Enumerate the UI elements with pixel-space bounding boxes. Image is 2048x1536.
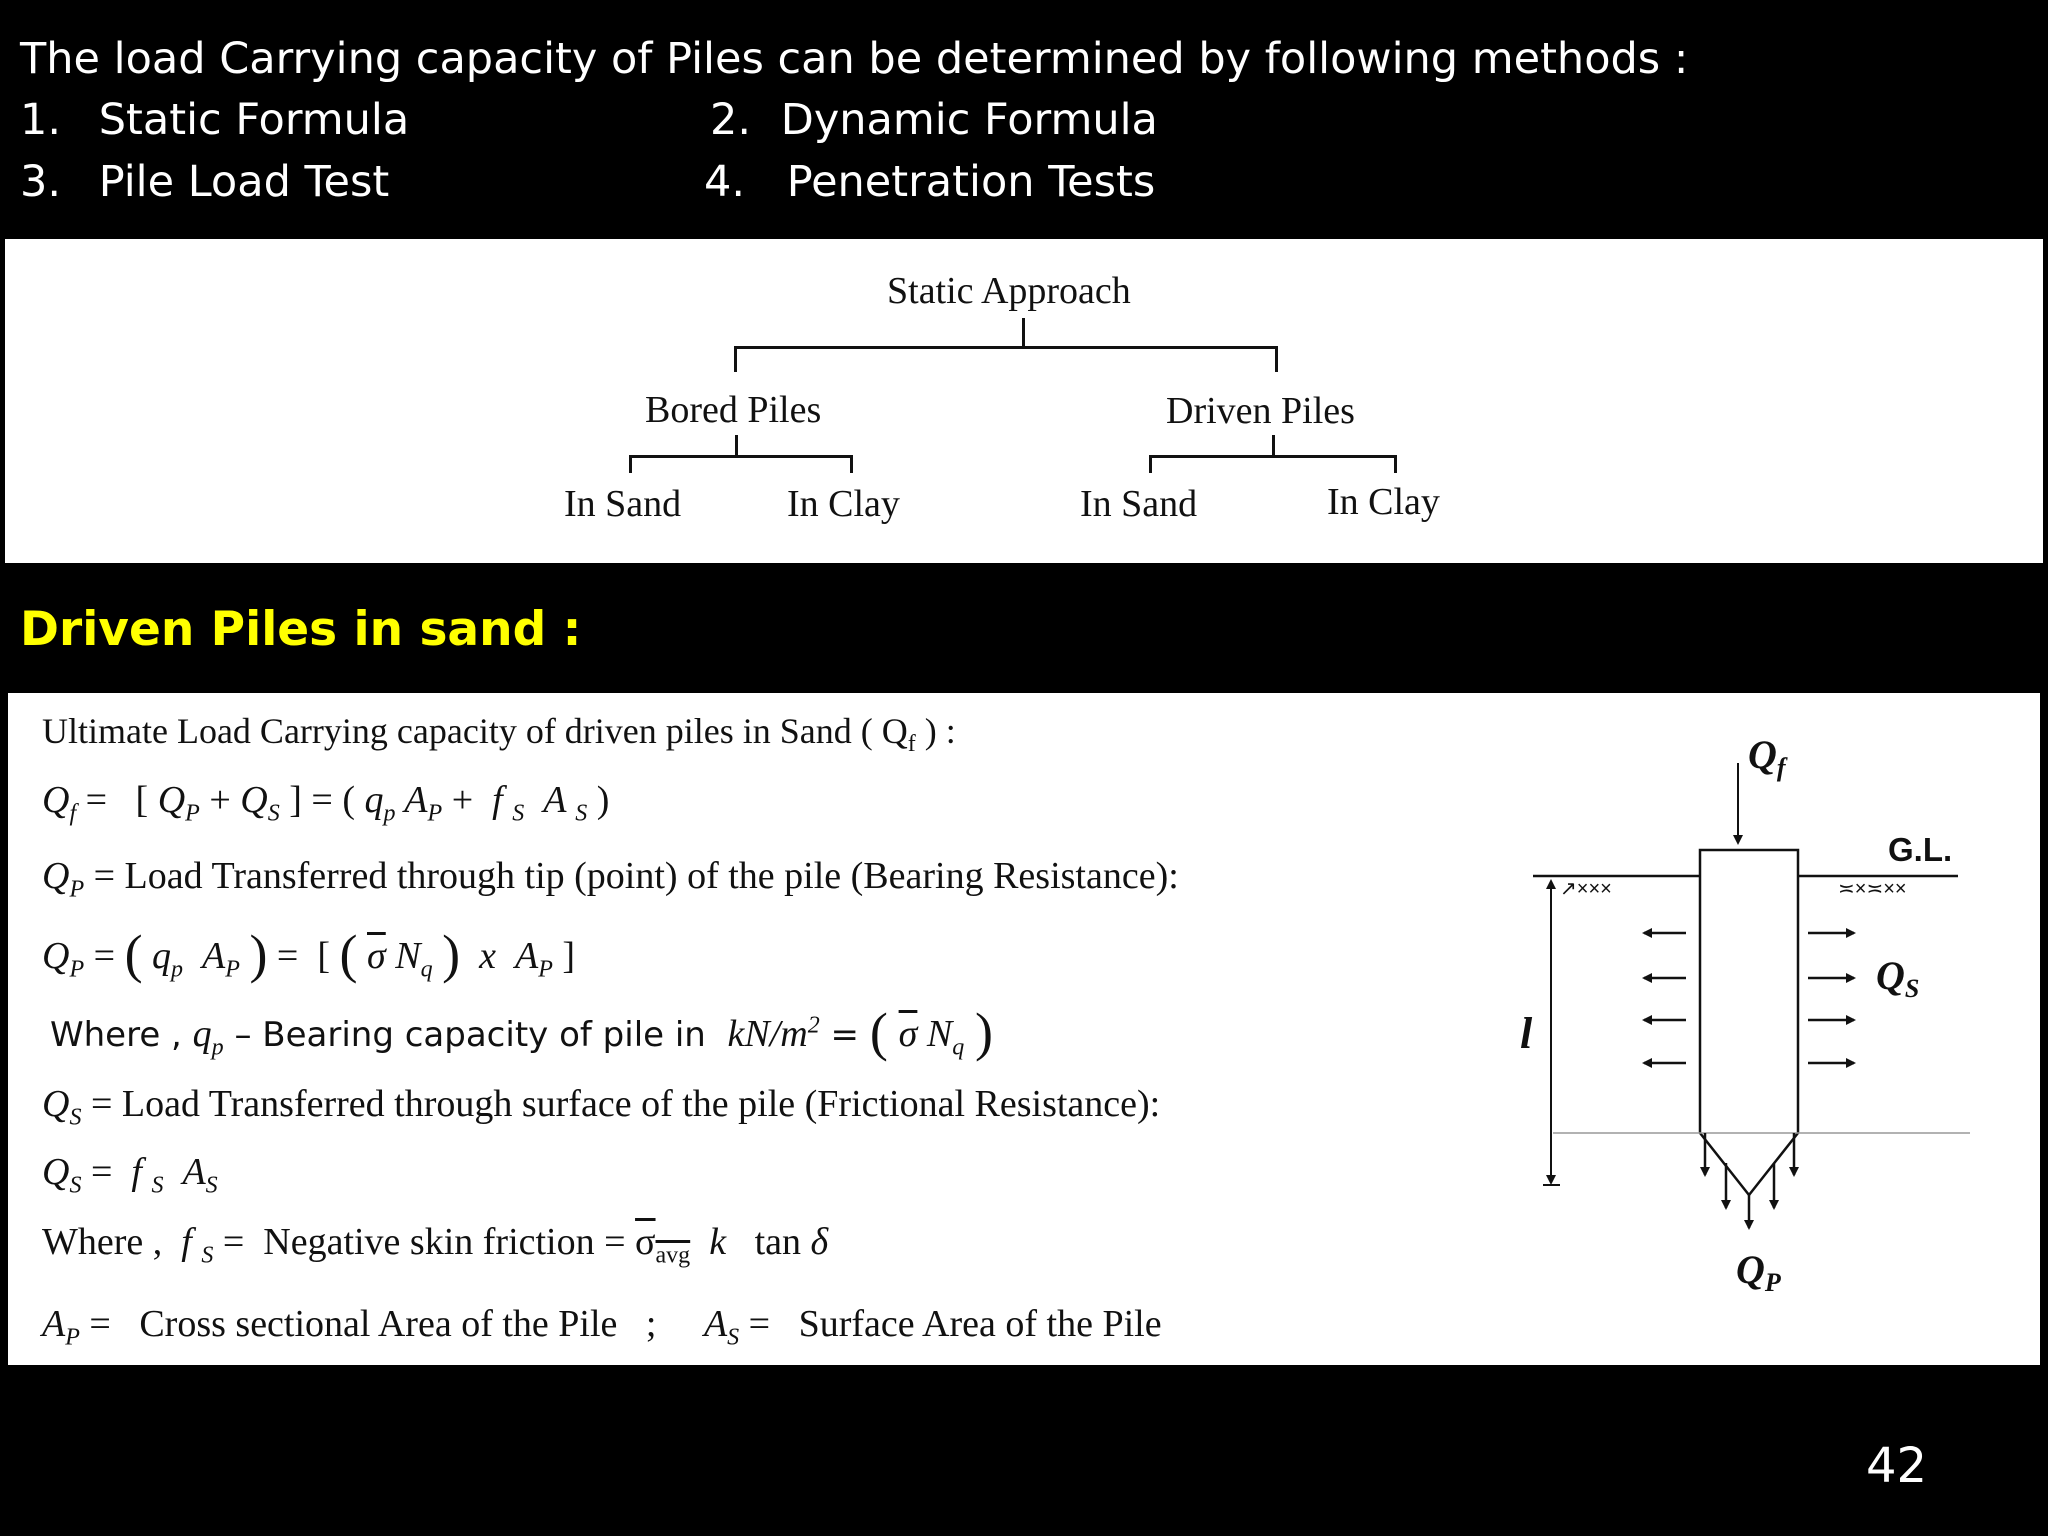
tree-driven-piles: Driven Piles bbox=[1166, 390, 1355, 432]
page-number: 42 bbox=[1866, 1438, 1928, 1494]
tree-driven-sand: In Sand bbox=[1080, 483, 1198, 525]
formula-panel bbox=[8, 693, 2040, 1365]
tree-connector bbox=[1149, 455, 1152, 473]
tree-connector bbox=[734, 346, 737, 372]
qs-equation: $Q_S = f$ $_S$ $A_S$ bbox=[42, 1151, 218, 1199]
method-num: 4. bbox=[704, 157, 746, 207]
method-num: 3. bbox=[20, 157, 62, 207]
qp-definition: $Q_P$ = Load Transferred through tip (point) of the pile (Bearing Resistance): bbox=[42, 855, 1179, 903]
tree-root: Static Approach bbox=[887, 270, 1131, 312]
method-1 bbox=[20, 95, 410, 145]
method-label: Dynamic Formula bbox=[780, 95, 1158, 145]
tree-bored-clay: In Clay bbox=[787, 483, 900, 525]
qs-label: $Q_S$ bbox=[1876, 953, 1920, 1003]
tree-connector bbox=[629, 455, 853, 458]
soil-hatch: ↗××× bbox=[1560, 878, 1612, 900]
tree-bored-sand: In Sand bbox=[564, 483, 682, 525]
length-label: l bbox=[1520, 1009, 1533, 1058]
method-3 bbox=[20, 157, 390, 207]
method-num: 2. bbox=[710, 95, 752, 145]
area-definitions: $A_P$ = Cross sectional Area of the Pile ; $A_S$ = Surface Area of the Pile bbox=[42, 1303, 1162, 1351]
tree-connector bbox=[1022, 318, 1025, 348]
method-num: 1. bbox=[20, 95, 62, 145]
gl-label: G.L. bbox=[1888, 831, 1953, 868]
method-2 bbox=[710, 95, 1158, 145]
tree-driven-clay: In Clay bbox=[1327, 481, 1440, 523]
ultimate-load-heading: Ultimate Load Carrying capacity of driven piles in Sand ( $Q_f$ ) : bbox=[42, 711, 956, 758]
method-label: Static Formula bbox=[98, 95, 410, 145]
tree-connector bbox=[1275, 346, 1278, 372]
static-approach-tree bbox=[5, 239, 2043, 563]
qf-label: $Q_f$ bbox=[1748, 732, 1786, 782]
tree-connector bbox=[629, 455, 632, 473]
intro-text: The load Carrying capacity of Piles can be determined by following methods : bbox=[20, 34, 1689, 84]
tree-connector bbox=[1394, 455, 1397, 473]
tree-connector bbox=[735, 435, 738, 457]
tree-connector bbox=[1272, 435, 1275, 457]
section-title: Driven Piles in sand : bbox=[20, 602, 582, 657]
soil-hatch: ≍×≍×× bbox=[1838, 878, 1907, 900]
method-label: Pile Load Test bbox=[98, 157, 390, 207]
where-fs: Where , f $_S$ = Negative skin friction = $\sigma_{avg}$ k tan δ bbox=[42, 1221, 829, 1269]
tree-connector bbox=[734, 346, 1278, 349]
method-4 bbox=[704, 157, 1156, 207]
qf-equation: $Q_f$ = [ $Q_P + Q_S$ ] = ( $q_p$ $A_P + f$ $_S$ A $_S$ ) bbox=[42, 779, 610, 827]
tree-bored-piles: Bored Piles bbox=[645, 389, 822, 431]
method-label: Penetration Tests bbox=[786, 157, 1156, 207]
where-qp: Where , $q_p$ – Bearing capacity of pile in $kN/m^2$ = ( $\overline{\sigma}$ $N_q$ ) bbox=[50, 1002, 994, 1062]
tree-connector bbox=[850, 455, 853, 473]
pile-body bbox=[1700, 850, 1798, 1195]
pile-diagram bbox=[1498, 723, 2008, 1343]
qp-equation: $Q_P$ = ( $q_p$ $A_P$ ) = [ ( $\overline{\sigma}$ $N_q$ ) x $A_P$ ] bbox=[42, 924, 576, 984]
qp-label: $Q_P$ bbox=[1736, 1247, 1781, 1297]
qs-definition: $Q_S$ = Load Transferred through surface of the pile (Frictional Resistance): bbox=[42, 1083, 1161, 1131]
tree-connector bbox=[1149, 455, 1397, 458]
